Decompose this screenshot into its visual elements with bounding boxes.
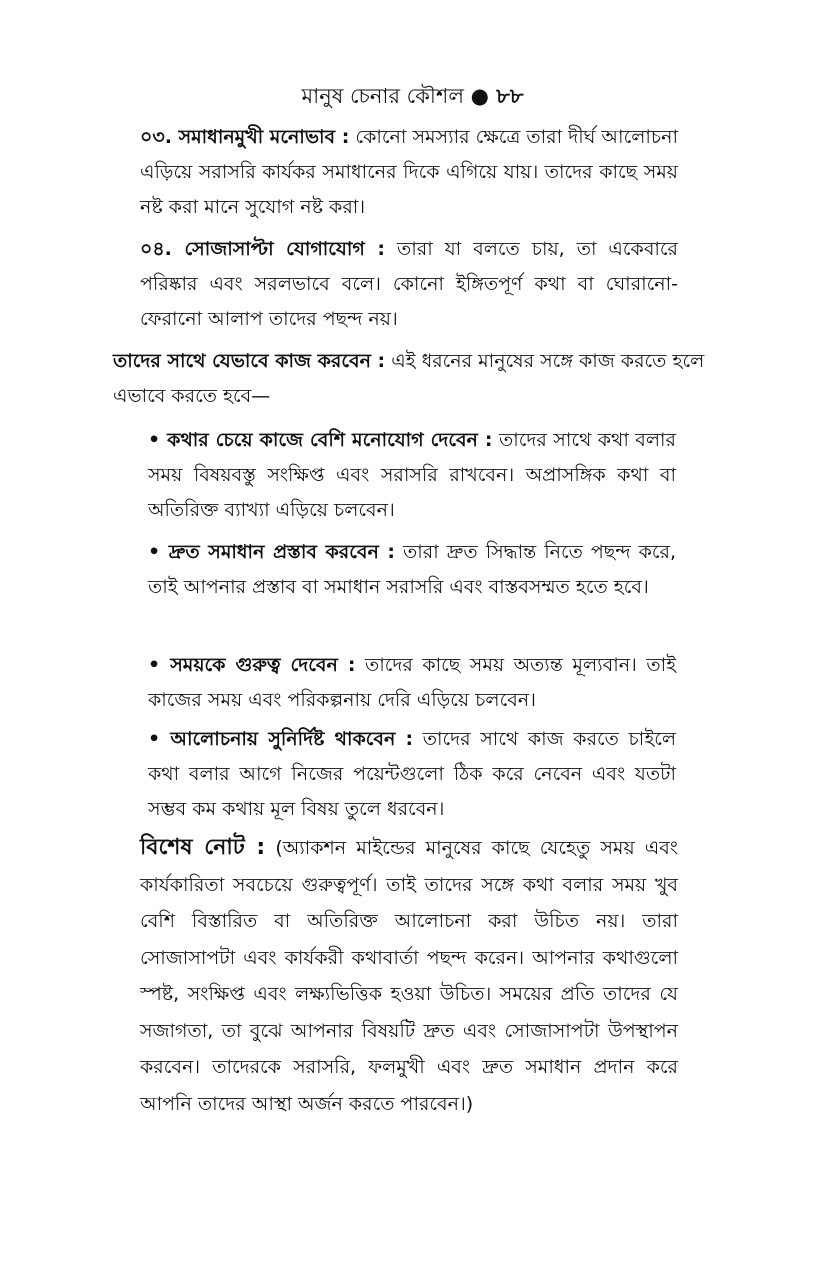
book-title: মানুষ চেনার কৌশল [301, 84, 464, 108]
section-04 [140, 232, 678, 337]
work-text: এই ধরনের মানুষের সঙ্গে কাজ করতে হলে এভাবে করতে হবে— [113, 350, 705, 407]
note-text: (অ্যাকশন মাইন্ডের মানুষের কাছে যেহেতু সময় এবং কার্যকারিতা সবচেয়ে গুরুত্বপূর্ণ। তাই তাদের সঙ্গে কথা বলার সময় খুব বেশি বিস্তারিত বা অতিরিক্ত আলোচনা করা উচিত নয়। তারা সোজাসাপটা এবং কার্যকরী কথাবার্তা পছন্দ করেন। আপনার কথাগুলো স্পষ্ট, সংক্ষিপ্ত এবং লক্ষ্যভিত্তিক হওয়া উচিত। সময়ের প্রতি তাদের যে সজাগতা, তা বুঝে আপনার বিষয়টি দ্রুত এবং সোজাসাপটা উপস্থাপন করবেন। তাদেরকে সরাসরি, ফলমুখী এবং দ্রুত সমাধান প্রদান করে আপনি তাদের আস্থা অর্জন করতে পারবেন।) [140, 837, 678, 1115]
bullet-item [148, 423, 676, 528]
bullet-text: তাদের সাথে কাজ করতে চাইলে কথা বলার আগে নিজের পয়েন্টগুলো ঠিক করে নেবেন এবং যতটা সম্ভব কম কথায় মূল বিষয় তুলে ধরবেন। [148, 728, 676, 820]
bullet-text: তাদের কাছে সময় অত্যন্ত মূল্যবান। তাই কাজের সময় এবং পরিকল্পনায় দেরি এড়িয়ে চলবেন। [148, 654, 676, 711]
note-heading: বিশেষ নোট : [140, 835, 266, 860]
bullet-text: তাদের সাথে কথা বলার সময় বিষয়বস্তু সংক্ষিপ্ত এবং সরাসরি রাখবেন। অপ্রাসঙ্গিক কথা বা অতিরিক্ত ব্যাখ্যা এড়িয়ে চলবেন। [148, 429, 677, 521]
bullet-text: তারা দ্রুত সিদ্ধান্ত নিতে পছন্দ করে, তাই আপনার প্রস্তাব বা সমাধান সরাসরি এবং বাস্তবসম্মত হতে হবে। [148, 541, 676, 598]
special-note [140, 830, 678, 1122]
bullet-heading: • সময়কে গুরুত্ব দেবেন : [148, 654, 356, 676]
work-heading: তাদের সাথে যেভাবে কাজ করবেন : [113, 350, 386, 372]
section-03 [140, 120, 678, 225]
section-03-heading: ০৩. সমাধানমুখী মনোভাব : [140, 126, 350, 148]
page-number: ● ৮৮ [470, 84, 524, 108]
bullet-heading: • কথার চেয়ে কাজে বেশি মনোযোগ দেবেন : [148, 429, 493, 451]
section-04-heading: ০৪. সোজাসাপ্টা যোগাযোগ : [140, 238, 385, 260]
section-03-text: কোনো সমস্যার ক্ষেত্রে তারা দীর্ঘ আলোচনা এড়িয়ে সরাসরি কার্যকর সমাধানের দিকে এগিয়ে যায়। তাদের কাছে সময় নষ্ট করা মানে সুযোগ নষ্ট করা। [140, 126, 678, 218]
bullet-item [148, 535, 676, 605]
bullet-item [148, 722, 676, 827]
work-section [113, 344, 713, 414]
section-04-text: তারা যা বলতে চায়, তা একেবারে পরিষ্কার এবং সরলভাবে বলে। কোনো ইঙ্গিতপূর্ণ কথা বা ঘোরানো-ফেরানো আলাপ তাদের পছন্দ নয়। [140, 238, 678, 330]
bullet-heading: • দ্রুত সমাধান প্রস্তাব করবেন : [148, 541, 395, 563]
bullet-heading: • আলোচনায় সুনির্দিষ্ট থাকবেন : [148, 728, 414, 750]
bullet-item [148, 648, 676, 718]
running-header [0, 82, 825, 110]
